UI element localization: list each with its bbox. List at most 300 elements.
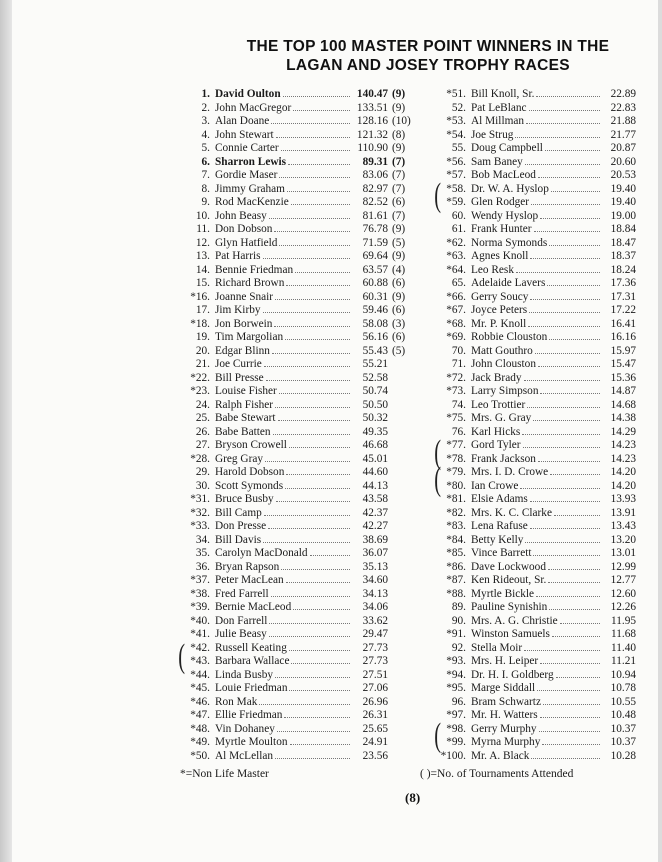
master-points: 55.21	[362, 358, 388, 370]
player-name: Bram Schwartz	[471, 695, 541, 708]
rank-number: 27.	[195, 439, 210, 451]
rank-number: 21.	[195, 358, 210, 370]
rank-number: 11.	[196, 223, 210, 235]
player-name: Gerry Murphy	[471, 722, 537, 735]
dot-leader	[279, 236, 350, 246]
dot-leader	[554, 506, 600, 516]
ranking-row	[182, 276, 422, 290]
ranking-row	[438, 668, 636, 682]
rank-number: 52.	[451, 101, 466, 114]
player-name: Rod MacKenzie	[215, 196, 289, 208]
player-name: Joe Currie	[215, 358, 262, 370]
dot-leader	[265, 452, 350, 462]
dot-leader	[289, 438, 350, 448]
tie-brace-58-59: (	[434, 177, 442, 214]
rank-number: *16.	[190, 290, 210, 303]
ranking-row	[438, 654, 636, 668]
rank-number: 89.	[451, 601, 466, 613]
ranking-row	[438, 384, 636, 398]
master-points: 14.20	[610, 479, 636, 492]
player-name: Ken Rideout, Sr.	[471, 574, 547, 586]
ranking-row	[182, 695, 422, 709]
master-points: 76.78	[362, 223, 388, 235]
master-points: 33.62	[362, 614, 388, 627]
dot-leader	[293, 600, 350, 610]
master-points: 128.16	[356, 115, 388, 127]
ranking-row	[438, 641, 636, 655]
player-name: Tim Margolian	[215, 331, 284, 343]
ranking-row	[182, 155, 422, 169]
ranking-row	[182, 263, 422, 277]
dot-leader	[285, 330, 350, 340]
ranking-row	[438, 317, 636, 331]
dot-leader	[286, 465, 350, 475]
master-points: 17.31	[610, 290, 636, 303]
player-name: Lena Rafuse	[471, 520, 528, 532]
dot-leader	[520, 479, 600, 489]
player-name: Greg Gray	[215, 452, 263, 465]
ranking-row	[438, 479, 636, 493]
rank-number: *54.	[446, 128, 466, 141]
ranking-row	[438, 735, 636, 749]
dot-leader	[291, 195, 350, 205]
player-name: Louise Fisher	[215, 385, 277, 397]
rank-number: 14.	[195, 263, 210, 276]
dot-leader	[288, 155, 350, 165]
master-points: 34.13	[362, 587, 388, 600]
master-points: 44.60	[362, 466, 388, 478]
dot-leader	[548, 560, 600, 570]
ranking-row	[182, 317, 422, 331]
rank-number: *66.	[446, 290, 466, 303]
dot-leader	[516, 263, 600, 273]
ranking-row	[438, 425, 636, 439]
player-name: Myrna Murphy	[471, 736, 541, 748]
dot-leader	[264, 506, 350, 516]
dot-leader	[549, 236, 600, 246]
ranking-row	[182, 141, 422, 155]
rank-number: *84.	[446, 533, 466, 546]
player-name: Al McLellan	[215, 749, 274, 762]
master-points: 43.58	[362, 493, 388, 505]
dot-leader	[549, 330, 600, 340]
rank-number: 96.	[451, 695, 466, 708]
player-name: Leo Resk	[471, 263, 514, 276]
dot-leader	[531, 749, 600, 759]
rank-number: *23.	[190, 385, 210, 397]
ranking-row	[438, 708, 636, 722]
master-points: 50.50	[362, 398, 388, 411]
ranking-row	[182, 708, 422, 722]
master-points: 26.96	[362, 695, 388, 708]
rank-number: *82.	[446, 506, 466, 519]
ranking-row	[182, 587, 422, 601]
ranking-row	[182, 465, 422, 479]
page-fold-shadow	[0, 0, 12, 862]
rank-number: 90.	[451, 614, 466, 627]
tournaments-attended: (5)	[392, 236, 406, 249]
dot-leader	[540, 384, 600, 394]
ranking-row	[438, 398, 636, 412]
rank-number: 13.	[195, 250, 210, 262]
rank-number: *45.	[190, 682, 210, 694]
player-name: Betty Kelly	[471, 533, 524, 546]
rank-number: *67.	[446, 304, 466, 316]
dot-leader	[536, 87, 600, 97]
ranking-row	[438, 236, 636, 250]
dot-leader	[515, 128, 600, 138]
master-points: 24.91	[362, 736, 388, 748]
player-name: Connie Carter	[215, 142, 279, 154]
rank-number: *37.	[190, 574, 210, 586]
rank-number: *87.	[446, 574, 466, 586]
master-points: 13.20	[610, 533, 636, 546]
dot-leader	[273, 425, 350, 435]
ranking-row	[182, 236, 422, 250]
rank-number: *59.	[446, 196, 466, 208]
player-name: Peter MacLean	[215, 574, 284, 586]
tournaments-attended: (7)	[392, 155, 406, 168]
ranking-row	[182, 600, 422, 614]
ranking-row	[438, 452, 636, 466]
master-points: 19.00	[610, 209, 636, 222]
tournaments-attended: (3)	[392, 317, 406, 330]
player-name: Frank Jackson	[471, 452, 536, 465]
master-points: 56.16	[362, 331, 388, 343]
player-name: Gordie Maser	[215, 169, 278, 181]
ranking-row	[182, 182, 422, 196]
dot-leader	[287, 182, 350, 192]
ranking-row	[438, 87, 636, 101]
rank-number: *28.	[190, 452, 210, 465]
player-name: Frank Hunter	[471, 223, 532, 235]
tournaments-attended: (6)	[392, 304, 406, 316]
master-points: 14.20	[610, 466, 636, 478]
dot-leader	[549, 600, 600, 610]
dot-leader	[269, 614, 350, 624]
ranking-row	[438, 560, 636, 574]
rank-number: *78.	[446, 452, 466, 465]
rank-number: 74.	[451, 398, 466, 411]
dot-leader	[286, 276, 350, 286]
master-points: 55.43	[362, 344, 388, 357]
dot-leader	[538, 452, 600, 462]
ranking-row	[438, 438, 636, 452]
master-points: 17.22	[610, 304, 636, 316]
player-name: Gerry Soucy	[471, 290, 529, 303]
player-name: Glen Rodger	[471, 196, 530, 208]
player-name: Jim Kirby	[215, 304, 261, 316]
master-points: 11.21	[611, 655, 636, 667]
rank-number: *69.	[446, 331, 466, 343]
player-name: Bernie MacLeod	[215, 601, 292, 613]
master-points: 38.69	[362, 533, 388, 546]
ranking-row	[182, 425, 422, 439]
master-points: 10.37	[610, 722, 636, 735]
ranking-row	[182, 411, 422, 425]
master-points: 13.93	[610, 493, 636, 505]
legend-non-life-master: *=Non Life Master	[180, 768, 269, 780]
rank-number: *53.	[446, 115, 466, 127]
master-points: 133.51	[356, 101, 388, 114]
rank-number: 6.	[201, 155, 210, 168]
rank-number: *79.	[446, 466, 466, 478]
player-name: Joanne Snair	[215, 290, 274, 303]
dot-leader	[543, 695, 600, 705]
ranking-row	[438, 155, 636, 169]
ranking-row	[438, 276, 636, 290]
dot-leader	[530, 290, 600, 300]
dot-leader	[271, 587, 350, 597]
ranking-row	[182, 114, 422, 128]
master-points: 18.37	[610, 250, 636, 262]
rank-number: *44.	[190, 668, 210, 681]
ranking-row	[438, 344, 636, 358]
dot-leader	[528, 317, 600, 327]
player-name: Ron Mak	[215, 695, 258, 708]
rank-number: 19.	[195, 331, 210, 343]
master-points: 12.60	[610, 587, 636, 600]
dot-leader	[269, 627, 350, 637]
rank-number: 55.	[451, 142, 466, 154]
rank-number: *38.	[190, 587, 210, 600]
rank-number: 25.	[195, 412, 210, 424]
rank-number: *95.	[446, 682, 466, 694]
master-points: 26.31	[362, 709, 388, 721]
player-name: Babe Stewart	[215, 412, 276, 424]
ranking-row	[182, 627, 422, 641]
master-points: 12.77	[610, 574, 636, 586]
dot-leader	[524, 641, 600, 651]
ranking-row	[438, 600, 636, 614]
rank-number: *80.	[446, 479, 466, 492]
tournaments-attended: (6)	[392, 277, 406, 289]
dot-leader	[550, 465, 600, 475]
dot-leader	[533, 546, 600, 556]
rank-number: 20.	[195, 344, 210, 357]
rankings-column-left	[182, 87, 422, 762]
player-name: Jack Brady	[471, 371, 522, 384]
player-name: Leo Trottier	[471, 398, 526, 411]
master-points: 10.37	[610, 736, 636, 748]
dot-leader	[310, 546, 350, 556]
dot-leader	[537, 681, 600, 691]
master-points: 60.31	[362, 290, 388, 303]
player-name: Pat LeBlanc	[471, 101, 527, 114]
master-points: 71.59	[362, 236, 388, 249]
player-name: Wendy Hyslop	[471, 209, 539, 222]
rank-number: *31.	[190, 493, 210, 505]
ranking-row	[182, 735, 422, 749]
rank-number: *33.	[190, 520, 210, 532]
ranking-row	[182, 506, 422, 520]
rank-number: *81.	[446, 493, 466, 505]
player-name: Bryan Rapson	[215, 560, 280, 573]
dot-leader	[536, 587, 600, 597]
player-name: John Clouston	[471, 358, 536, 370]
dot-leader	[293, 101, 350, 111]
ranking-row	[182, 330, 422, 344]
player-name: Jon Borwein	[215, 317, 273, 330]
rank-number: *50.	[190, 749, 210, 762]
rank-number: 36.	[195, 560, 210, 573]
player-name: John Beasy	[215, 209, 267, 222]
rank-number: *75.	[446, 412, 466, 424]
dot-leader	[259, 695, 350, 705]
rank-number: *73.	[446, 385, 466, 397]
ranking-row	[182, 222, 422, 236]
rank-number: *63.	[446, 250, 466, 262]
rank-number: 92.	[451, 641, 466, 654]
dot-leader	[529, 303, 600, 313]
ranking-row	[182, 101, 422, 115]
master-points: 13.91	[610, 506, 636, 519]
rank-number: 24.	[195, 398, 210, 411]
dot-leader	[290, 735, 351, 745]
ranking-row	[438, 168, 636, 182]
rank-number: *68.	[446, 317, 466, 330]
master-points: 44.13	[362, 479, 388, 492]
dot-leader	[276, 128, 350, 138]
rank-number: 5.	[201, 142, 210, 154]
ranking-row	[438, 587, 636, 601]
tie-brace-98-99: (	[434, 717, 442, 754]
master-points: 22.83	[610, 101, 636, 114]
player-name: Marge Siddall	[471, 682, 536, 694]
master-points: 13.01	[610, 547, 636, 559]
dot-leader	[274, 317, 350, 327]
player-name: Mr. A. Black	[471, 749, 530, 762]
rank-number: 70.	[451, 344, 466, 357]
master-points: 82.97	[362, 182, 388, 195]
master-points: 50.32	[362, 412, 388, 424]
rank-number: *18.	[190, 317, 210, 330]
player-name: Glyn Hatfield	[215, 236, 278, 249]
dot-leader	[527, 398, 600, 408]
tournaments-attended: (9)	[392, 290, 406, 303]
rank-number: *57.	[446, 169, 466, 181]
rank-number: *48.	[190, 722, 210, 735]
player-name: Larry Simpson	[471, 385, 539, 397]
rank-number: 29.	[195, 466, 210, 478]
dot-leader	[534, 222, 600, 232]
rankings-column-right	[438, 87, 636, 762]
rank-number: 35.	[195, 547, 210, 559]
ranking-row	[182, 249, 422, 263]
rank-number: *51.	[446, 88, 466, 100]
ranking-row	[182, 546, 422, 560]
ranking-row	[438, 627, 636, 641]
dot-leader	[538, 168, 600, 178]
player-name: Jimmy Graham	[215, 182, 285, 195]
rank-number: *72.	[446, 371, 466, 384]
ranking-row	[438, 249, 636, 263]
ranking-row	[438, 722, 636, 736]
rank-number: 8.	[201, 182, 210, 195]
master-points: 10.55	[610, 695, 636, 708]
ranking-row	[182, 303, 422, 317]
master-points: 27.51	[362, 668, 388, 681]
ranking-row	[438, 411, 636, 425]
ranking-row	[182, 371, 422, 385]
dot-leader	[266, 371, 350, 381]
dot-leader	[281, 141, 350, 151]
ranking-row	[438, 114, 636, 128]
ranking-row	[182, 560, 422, 574]
master-points: 11.40	[611, 641, 636, 654]
master-points: 12.26	[610, 601, 636, 613]
dot-leader	[539, 722, 600, 732]
master-points: 19.40	[610, 196, 636, 208]
rank-number: 7.	[201, 169, 210, 181]
rank-number: *64.	[446, 263, 466, 276]
dot-leader	[283, 87, 350, 97]
ranking-row	[438, 614, 636, 628]
ranking-row	[438, 303, 636, 317]
player-name: Myrtle Moulton	[215, 736, 288, 748]
ranking-row	[182, 195, 422, 209]
player-name: Russell Keating	[215, 641, 287, 654]
ranking-row	[182, 290, 422, 304]
ranking-row	[438, 749, 636, 763]
master-points: 58.08	[362, 317, 388, 330]
ranking-row	[182, 654, 422, 668]
player-name: Dave Lockwood	[471, 560, 546, 573]
master-points: 15.36	[610, 371, 636, 384]
dot-leader	[291, 654, 350, 664]
ranking-row	[438, 371, 636, 385]
player-name: Bill Davis	[215, 533, 262, 546]
tournaments-attended: (6)	[392, 196, 406, 208]
master-points: 27.06	[362, 682, 388, 694]
ranking-row	[438, 209, 636, 223]
master-points: 11.68	[611, 628, 636, 640]
ranking-row	[182, 614, 422, 628]
ranking-row	[438, 263, 636, 277]
player-name: Linda Busby	[215, 668, 274, 681]
master-points: 13.43	[610, 520, 636, 532]
rank-number: 15.	[195, 277, 210, 289]
dot-leader	[275, 749, 350, 759]
dot-leader	[275, 668, 350, 678]
player-name: Edgar Blinn	[215, 344, 270, 357]
player-name: Ellie Friedman	[215, 709, 283, 721]
master-points: 89.31	[362, 155, 388, 168]
tie-brace-79-80: (	[434, 461, 442, 498]
master-points: 29.47	[362, 628, 388, 640]
player-name: Don Presse	[215, 520, 267, 532]
player-name: Mrs. H. Leiper	[471, 655, 539, 667]
player-name: Don Dobson	[215, 223, 273, 235]
master-points: 14.87	[610, 385, 636, 397]
player-name: Dr. W. A. Hyslop	[471, 182, 549, 195]
rank-number: *22.	[190, 371, 210, 384]
rank-number: *47.	[190, 709, 210, 721]
dot-leader	[268, 519, 350, 529]
dot-leader	[542, 735, 600, 745]
rank-number: *97.	[446, 709, 466, 721]
master-points: 15.97	[610, 344, 636, 357]
tournaments-attended: (9)	[392, 250, 406, 262]
player-name: Gord Tyler	[471, 439, 521, 451]
dot-leader	[286, 573, 350, 583]
master-points: 63.57	[362, 263, 388, 276]
rank-number: 71.	[451, 358, 466, 370]
master-points: 11.95	[611, 614, 636, 627]
rank-number: 4.	[201, 128, 210, 141]
dot-leader	[524, 371, 600, 381]
rank-number: *86.	[446, 560, 466, 573]
